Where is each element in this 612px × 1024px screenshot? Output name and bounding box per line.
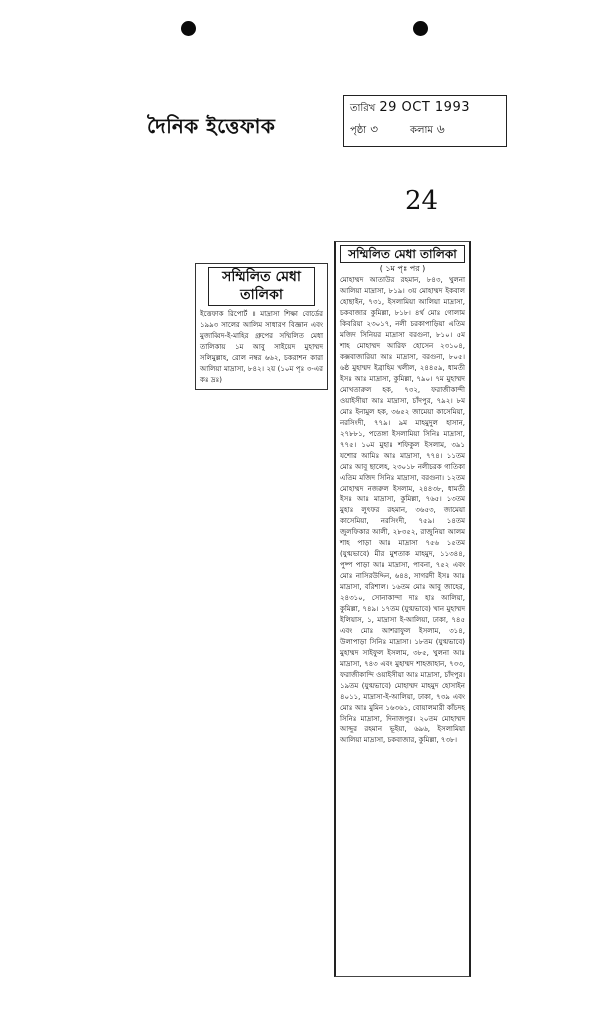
- right-clipping-title: সম্মিলিত মেধা তালিকা: [340, 245, 465, 263]
- stamp-page-value: ৩: [370, 122, 379, 136]
- left-clipping-body: ইত্তেফাক রিপোর্ট ॥ মাদ্রাসা শিক্ষা বোর্ডের ১৯৯৩ সালের আলিম সাধারণ বিজ্ঞান এবং মুজাব্বিদ-ই-মাহির গ্রুপের সম্মিলিত মেধা তালিকায় ১ম আবু সাইয়েদ মুহাম্মদ সলিমুল্লাহ, রোল নম্বর ৬৬২, চকরাশন কারা আলিয়া মাদ্রাসা, ৮৪২। ২য় (১০ম পৃঃ ৩-এর কঃ দ্রঃ): [200, 310, 323, 384]
- stamp-date: 29 OCT 1993: [379, 100, 470, 115]
- right-clipping-subtitle: ( ১ম পৃঃ পর ): [379, 264, 426, 274]
- newspaper-masthead: দৈনিক ইত্তেফাক: [147, 114, 276, 138]
- date-stamp: [343, 95, 507, 147]
- stamp-page-label: পৃষ্ঠা: [350, 125, 367, 136]
- left-clipping-title-line1: সম্মিলিত মেধা: [222, 269, 301, 285]
- left-clipping-title: [208, 267, 315, 306]
- stamp-date-label: তারিখ: [350, 103, 376, 114]
- stamp-column-label: কলাম: [410, 125, 433, 136]
- left-clipping-title-line2: তালিকা: [240, 286, 283, 303]
- punch-hole-right: [413, 21, 428, 36]
- stamp-date-row: [350, 100, 500, 122]
- right-news-clipping: [334, 241, 471, 977]
- punch-hole-left: [181, 21, 196, 36]
- right-clipping-body: মোহাম্মদ আতাউর রহমান, ৮৪৩, খুলনা আলিয়া মাদ্রাসা, ৮১৯। ৩য় মোহাম্মদ ইকবাল হোছাইন, ৭৩১, ইসলামিয়া আলিয়া মাদ্রাসা, চকবাজার কুমিল্লা, ৮১৮। ৪র্থ মোঃ গোলাম কিবরিয়া ২৩০১৭, নলী চরকাপাড়িয়া এতিম মজিদ সিনিয়র মাদ্রাসা বরগুনা, ৮১০। ৫ম শাহ মোহাম্মদ আরিফ হোসেন ২৩১০৪, কক্সবাজারিয়া আঃ মাদ্রাসা, বরগুনা, ৮০৫। ৬ষ্ঠ মুহাম্মদ ইব্রাহিম খলীল, ২৪৪৫৯, ধামতী ইসঃ আঃ মাদ্রাসা, কুমিল্লা, ৭৯০। ৭ম মুহাম্মদ মোখতারুল হক, ৭৩২, ফরাজীকান্দী ওয়াইসীয়া আঃ মাদ্রাসা, চাঁদপুর, ৭৯২। ৮ম মোঃ ইনামুল হক, ৩৬৫২ জামেয়া কাসেমিয়া, নরসিংদী, ৭৭৯। ৯ম মাহমুদুল হাসান, ২৭৮৮১, পতেঙ্গা ইসলামিয়া সিনিঃ মাদ্রাসা, ৭৭৫। ১০ম মুহাঃ শফিকুল ইসলাম, ৩৯১ যশোর আমিঃ আঃ মাদ্রাসা, ৭৭৪। ১১তম মোঃ আবু ছালেহ, ২৩০১৮ নলীচরক গাতিকা এতিম মজিদ সিনিঃ মাদ্রাসা, বরগুনা। ১২তম মোহাম্মদ নজরুল ইসলাম, ২৪৪৩৮, ধামতী ইসঃ আঃ মাদ্রাসা, কুমিল্লা, ৭৬৫। ১৩তম মুহাঃ লুৎফর রহমান, ৩৬৫৩, জামেয়া কাসেমিয়া, নরসিংদী, ৭৫৯। ১৪তম জুলফিকার আলী, ২৮৩৫২, রাজুনিয়া আলম শাহ পাড়া আঃ মাদ্রাসা ৭৫৬ ১৫তম (যুগ্মভাবে) মীর মুশতাক মাহমুদ, ১১৩৪৪, পুষ্প পাড়া আঃ মাদ্রাসা, পাবনা, ৭৫২ এবং মোঃ নাসিরউদ্দিন, ৬৪৪, সাগরদী ইসঃ আঃ মাদ্রাসা, বরিশাল। ১৬তম মোঃ আবু জাহের, ২৪৩১০, সোনাকান্দা দাঃ হাঃ আলিয়া, কুমিল্লা, ৭৪৯। ১৭তম (যুগ্মভাবে) খান মুহাম্মদ ইলিয়াস, ১, মাদ্রাসা ই-আলিয়া, ঢাকা, ৭৪৫ এবং মোঃ আশরাফুল ইসলাম, ৩১৪, উলাপাড়া সিনিঃ মাদ্রাসা। ১৮তম (যুগ্মভাবে) মুহাম্মদ সাইফুল ইসলাম, ৩৮৫, খুলনা আঃ মাদ্রাসা, ৭৪৩ এবং মুহাম্মদ শাহজাহান, ৭৩৩, ফরাজীকান্দি ওয়াইসীয়া আঃ মাদ্রাসা, চাঁদপুর। ১৯তম (যুগ্মভাবে) মোহাম্মদ মাহমুদ হোসাইন ৪০১১, মাদ্রাসা-ই-আলিয়া, ঢাকা, ৭৩৯ এবং মোঃ আঃ মুমিন ১৬৩৬১, বোয়ালমারী কাঁচদহ সিনিঃ মাদ্রাসা, দিনাজপুর। ২০তম মোহাম্মদ আব্দুর রহমান ভূইয়া, ৬৯৬, ইসলামিয়া আলিয়া মাদ্রাসা, চকবাজার, কুমিল্লা, ৭৩৮।: [340, 276, 465, 745]
- stamp-page-row: [350, 122, 500, 144]
- handwritten-page-number: 24: [405, 186, 439, 216]
- left-news-clipping: [195, 263, 328, 390]
- stamp-column-value: ৬: [436, 122, 445, 136]
